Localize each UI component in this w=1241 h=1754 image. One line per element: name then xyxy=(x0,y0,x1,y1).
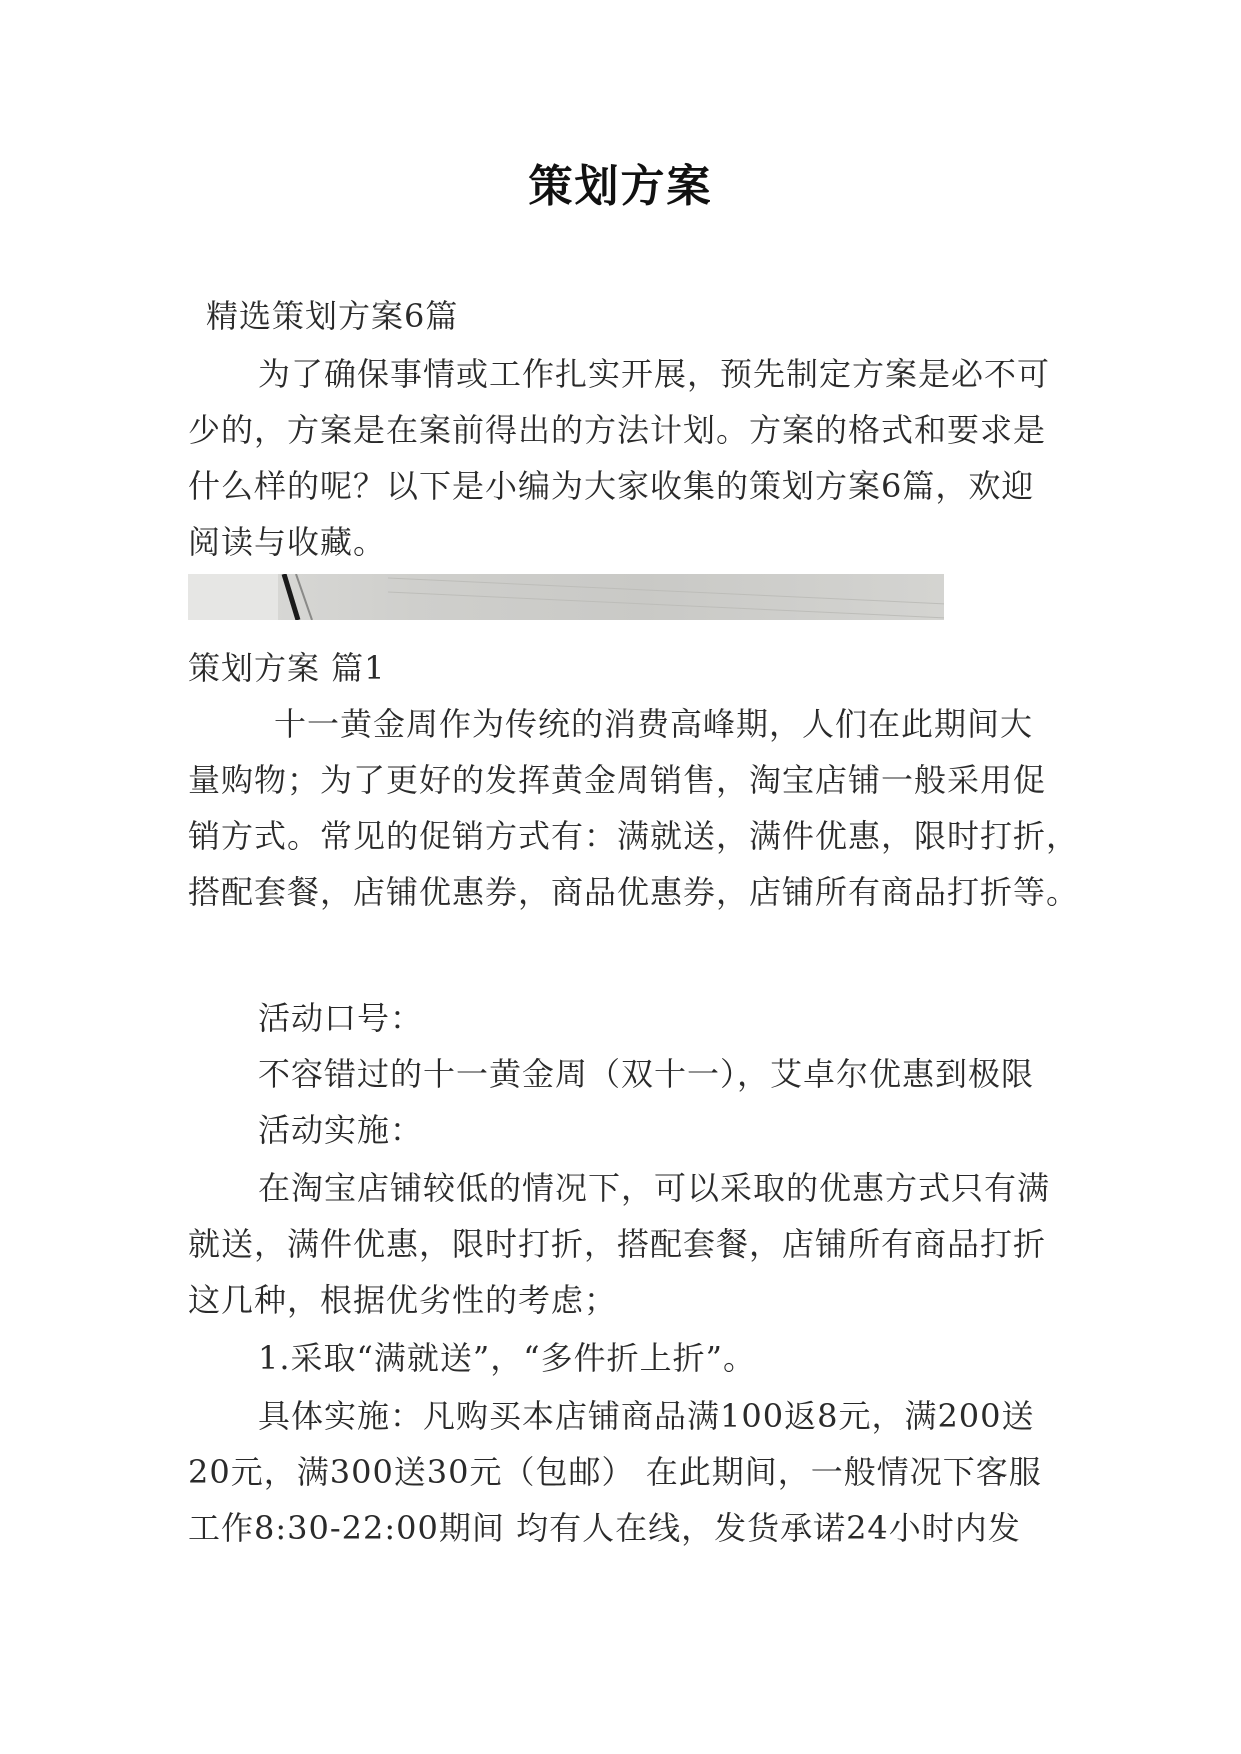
intro-line-3: 什么样的呢？以下是小编为大家收集的策划方案6篇，欢迎 xyxy=(188,467,1035,505)
intro-line-1: 为了确保事情或工作扎实开展，预先制定方案是必不可 xyxy=(258,355,1051,393)
list-item-1: 1.采取“满就送”，“多件折上折”。 xyxy=(258,1339,756,1377)
para2-line-2: 就送，满件优惠，限时打折，搭配套餐，店铺所有商品打折 xyxy=(188,1225,1047,1263)
implementation-label: 活动实施： xyxy=(258,1111,424,1149)
slogan-text: 不容错过的十一黄金周（双十一），艾卓尔优惠到极限 xyxy=(258,1055,1035,1093)
slogan-label: 活动口号： xyxy=(258,999,424,1037)
para1-line-3: 销方式。常见的促销方式有：满就送，满件优惠，限时打折， xyxy=(188,817,1080,855)
intro-line-4: 阅读与收藏。 xyxy=(188,523,387,561)
para2-line-1: 在淘宝店铺较低的情况下，可以采取的优惠方式只有满 xyxy=(258,1169,1051,1207)
photo-strip-image xyxy=(188,574,944,620)
para3-line-1: 具体实施：凡购买本店铺商品满100返8元，满200送 xyxy=(258,1397,1035,1435)
para2-line-3: 这几种，根据优劣性的考虑； xyxy=(188,1281,618,1319)
section-heading: 策划方案 篇1 xyxy=(188,649,386,687)
decorative-photo-strip xyxy=(188,574,944,620)
para1-line-4: 搭配套餐，店铺优惠券，商品优惠券，店铺所有商品打折等。 xyxy=(188,873,1080,911)
intro-line-2: 少的，方案是在案前得出的方法计划。方案的格式和要求是 xyxy=(188,411,1047,449)
document-title: 策划方案 xyxy=(528,161,713,212)
para3-line-3: 工作8:30-22:00期间 均有人在线，发货承诺24小时内发 xyxy=(188,1509,1021,1547)
para3-line-2: 20元，满300送30元（包邮） 在此期间，一般情况下客服 xyxy=(188,1453,1042,1491)
para1-line-2: 量购物；为了更好的发挥黄金周销售，淘宝店铺一般采用促 xyxy=(188,761,1047,799)
document-subtitle: 精选策划方案6篇 xyxy=(206,297,459,335)
para1-line-1: 十一黄金周作为传统的消费高峰期，人们在此期间大 xyxy=(274,705,1034,743)
